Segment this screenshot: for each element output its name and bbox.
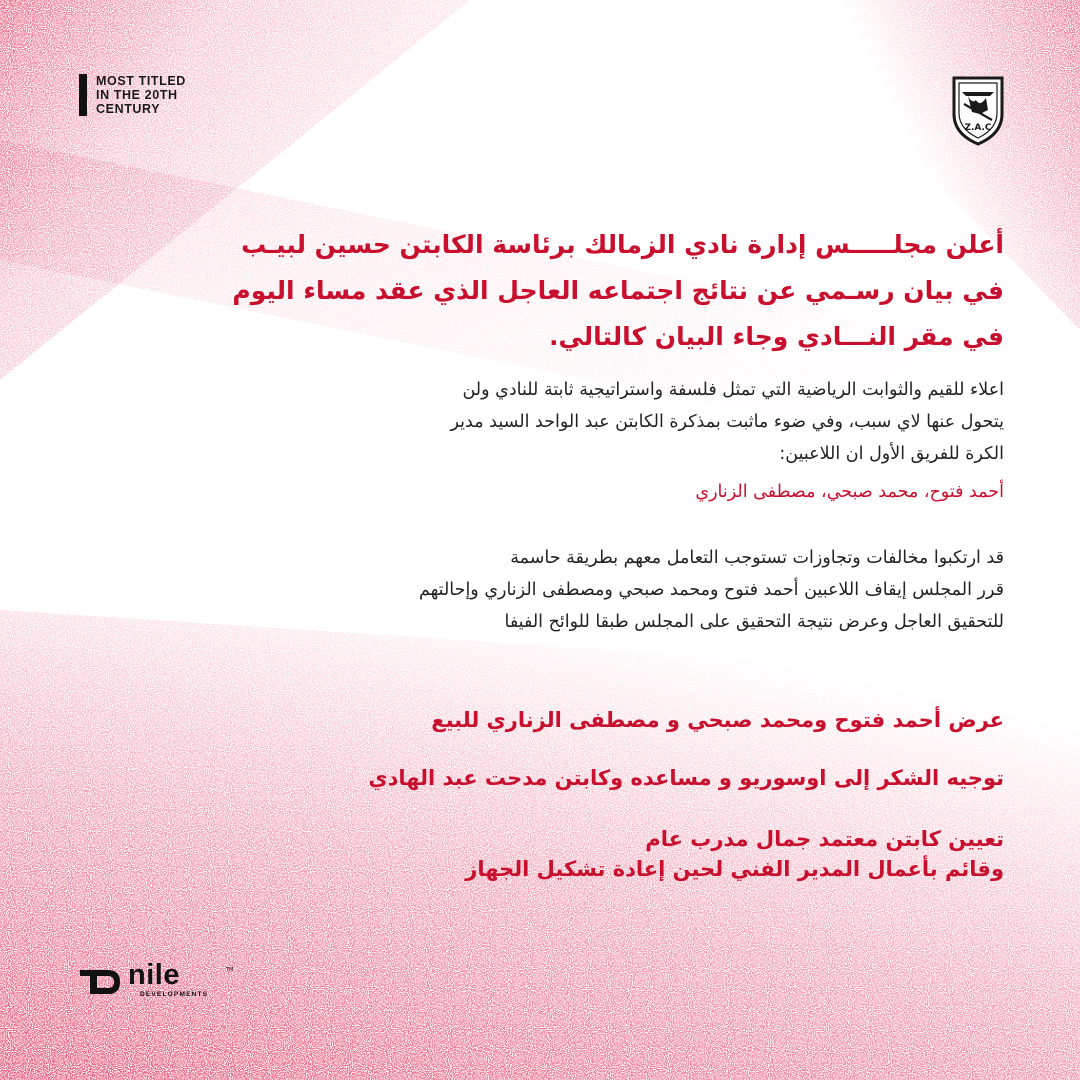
decision-line: تعيين كابتن معتمد جمال مدرب عام xyxy=(645,827,1004,851)
decision-thanks xyxy=(270,762,1004,794)
tagline-bar xyxy=(79,74,87,116)
tagline xyxy=(79,74,186,116)
tagline-line: MOST TITLED xyxy=(96,74,186,88)
svg-text:Z.A.C: Z.A.C xyxy=(964,123,992,133)
tagline-line: IN THE 20TH xyxy=(96,88,178,102)
sponsor-subtitle: DEVELOPMENTS xyxy=(140,991,209,998)
statement-paragraph-2 xyxy=(270,542,1004,638)
decision-sale xyxy=(270,704,1004,736)
sponsor-name: nile xyxy=(128,959,180,991)
decision-line: وقائم بأعمال المدير الفني لحين إعادة تشكيل الجهاز xyxy=(465,857,1004,881)
lead-line: في مقر النـــادي وجاء البيان كالتالي. xyxy=(548,322,1004,351)
decision-line: توجيه الشكر إلى اوسوريو و مساعده وكابتن مدحت عبد الهادي xyxy=(368,766,1004,790)
paragraph-line: للتحقيق العاجل وعرض نتيجة التحقيق على المجلس طبقا للوائح الفيفا xyxy=(504,612,1004,632)
lead-line: في بيان رسـمي عن نتائج اجتماعه العاجل الذي عقد مساء اليوم xyxy=(232,276,1004,305)
paragraph-line: قرر المجلس إيقاف اللاعبين أحمد فتوح ومحمد صبحي ومصطفى الزناري وإحالتهم xyxy=(418,580,1004,600)
statement-paragraph-1 xyxy=(270,374,1004,470)
statement-lead xyxy=(232,222,1004,360)
nile-logo-icon xyxy=(78,966,122,998)
paragraph-line: الكرة للفريق الأول ان اللاعبين: xyxy=(779,444,1004,464)
decision-line: عرض أحمد فتوح ومحمد صبحي و مصطفى الزناري للبيع xyxy=(431,708,1004,732)
sponsor-tm: TM xyxy=(226,967,234,973)
players-line: أحمد فتوح، محمد صبحي، مصطفى الزناري xyxy=(695,482,1004,502)
paragraph-line: قد ارتكبوا مخالفات وتجاوزات تستوجب التعامل معهم بطريقة حاسمة xyxy=(510,548,1004,568)
sponsor-logo xyxy=(78,959,234,1000)
tagline-text xyxy=(96,74,186,116)
paragraph-line: يتحول عنها لاي سبب، وفي ضوء ماثبت بمذكرة الكابتن عبد الواحد السيد مدير xyxy=(450,412,1004,432)
lead-line: أعلن مجلـــــس إدارة نادي الزمالك برئاسة الكابتن حسين لبيـب xyxy=(241,230,1004,259)
tagline-line: CENTURY xyxy=(96,102,161,116)
decision-appointment xyxy=(270,824,1004,884)
club-crest-icon xyxy=(950,74,1006,146)
players-list xyxy=(270,476,1004,508)
paragraph-line: اعلاء للقيم والثوابت الرياضية التي تمثل فلسفة واستراتيجية ثابتة للنادي ولن xyxy=(462,380,1004,400)
